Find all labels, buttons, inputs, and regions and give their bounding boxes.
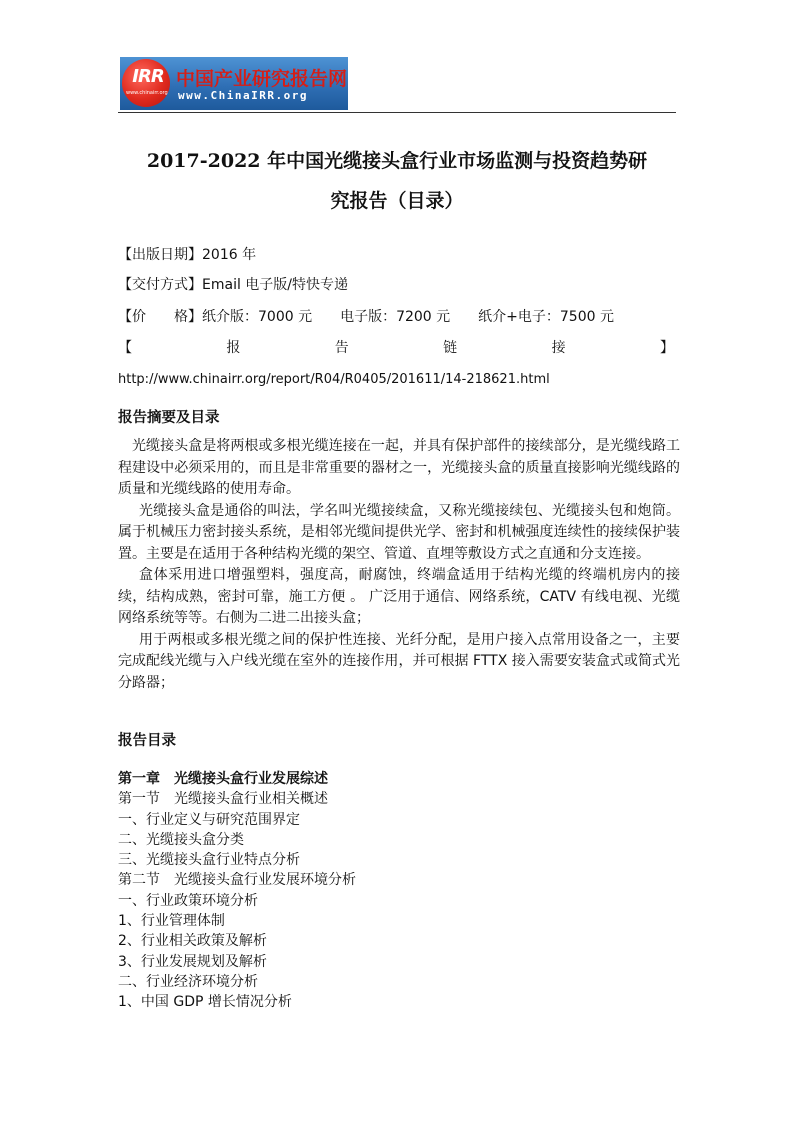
toc-item[interactable]: 第一章 光缆接头盒行业发展综述 bbox=[118, 771, 328, 787]
report-link-label bbox=[118, 337, 674, 357]
toc-item[interactable]: 1、行业管理体制 bbox=[118, 913, 225, 930]
logo-irr-sub: www.chinairr.org bbox=[126, 90, 168, 96]
link-char: 接 bbox=[551, 340, 566, 356]
report-title-line2: 究报告（目录） bbox=[330, 190, 464, 212]
link-char: 】 bbox=[659, 340, 674, 356]
publish-date bbox=[118, 244, 256, 264]
table-of-contents bbox=[118, 769, 678, 1013]
toc-item[interactable]: 二、光缆接头盒分类 bbox=[118, 831, 244, 848]
toc-item[interactable]: 二、行业经济环境分析 bbox=[118, 973, 258, 990]
toc-item[interactable]: 第一节 光缆接头盒行业相关概述 bbox=[118, 791, 328, 808]
delivery-method bbox=[118, 274, 348, 294]
toc-item[interactable]: 第二节 光缆接头盒行业发展环境分析 bbox=[118, 872, 356, 889]
publish-date-value: 2016 年 bbox=[202, 247, 257, 263]
price-value: 纸介版：7000 元 电子版：7200 元 纸介+电子：7500 元 bbox=[202, 309, 614, 325]
site-logo[interactable] bbox=[120, 57, 348, 110]
link-char: 【 bbox=[118, 340, 132, 356]
publish-date-label: 【出版日期】 bbox=[118, 247, 202, 263]
toc-item[interactable]: 一、行业政策环境分析 bbox=[118, 892, 258, 909]
logo-brand-name: 中国产业研究报告网 bbox=[176, 68, 348, 90]
logo-url: www.ChinaIRR.org bbox=[178, 89, 308, 102]
logo-irr-text: IRR bbox=[132, 66, 164, 87]
header-divider bbox=[118, 112, 676, 113]
report-url-link[interactable]: http://www.chinairr.org/report/R04/R0405/201611/14-218621.html bbox=[118, 372, 550, 387]
report-title-line1: 2017-2022 年中国光缆接头盒行业市场监测与投资趋势研 bbox=[146, 150, 648, 172]
link-char: 链 bbox=[443, 340, 458, 356]
delivery-value: Email 电子版/特快专递 bbox=[202, 277, 349, 293]
price-label: 【价 格】 bbox=[118, 309, 202, 325]
summary-body bbox=[118, 436, 680, 694]
toc-item[interactable]: 3、行业发展规划及解析 bbox=[118, 953, 267, 970]
toc-item[interactable]: 一、行业定义与研究范围界定 bbox=[118, 811, 300, 828]
toc-item[interactable]: 1、中国 GDP 增长情况分析 bbox=[118, 994, 292, 1011]
link-char: 告 bbox=[334, 340, 349, 356]
link-char: 报 bbox=[226, 340, 241, 356]
toc-item[interactable]: 2、行业相关政策及解析 bbox=[118, 933, 267, 950]
summary-paragraph: 用于两根或多根光缆之间的保护性连接、光纤分配，是用户接入点常用设备之一，主要完成配线光缆与入户线光缆在室外的连接作用，并可根据 FTTX 接入需要安装盒式或简式光分路器； bbox=[118, 631, 680, 691]
summary-paragraph: 盒体采用进口增强塑料，强度高，耐腐蚀，终端盒适用于结构光缆的终端机房内的接续，结构成熟，密封可靠，施工方便 。 广泛用于通信、网络系统，CATV 有线电视、光缆网络系统等等。右侧为二进二出接头盒； bbox=[118, 567, 680, 626]
summary-paragraph: 光缆接头盒是将两根或多根光缆连接在一起，并具有保护部件的接续部分，是光缆线路工程建设中必须采用的，而且是非常重要的器材之一，光缆接头盒的质量直接影响光缆线路的质量和光缆线路的使用寿命。 bbox=[118, 438, 680, 497]
toc-heading: 报告目录 bbox=[118, 733, 176, 749]
delivery-label: 【交付方式】 bbox=[118, 277, 202, 293]
summary-paragraph: 光缆接头盒是通俗的叫法，学名叫光缆接续盒，又称光缆接续包、光缆接头包和炮筒。属于机械压力密封接头系统，是相邻光缆间提供光学、密封和机械强度连续性的接续保护装置。主要是在适用于各种结构光缆的架空、管道、直埋等敷设方式之直通和分支连接。 bbox=[118, 502, 680, 562]
toc-item[interactable]: 三、光缆接头盒行业特点分析 bbox=[118, 852, 300, 869]
summary-heading: 报告摘要及目录 bbox=[118, 410, 220, 426]
price bbox=[118, 306, 614, 326]
